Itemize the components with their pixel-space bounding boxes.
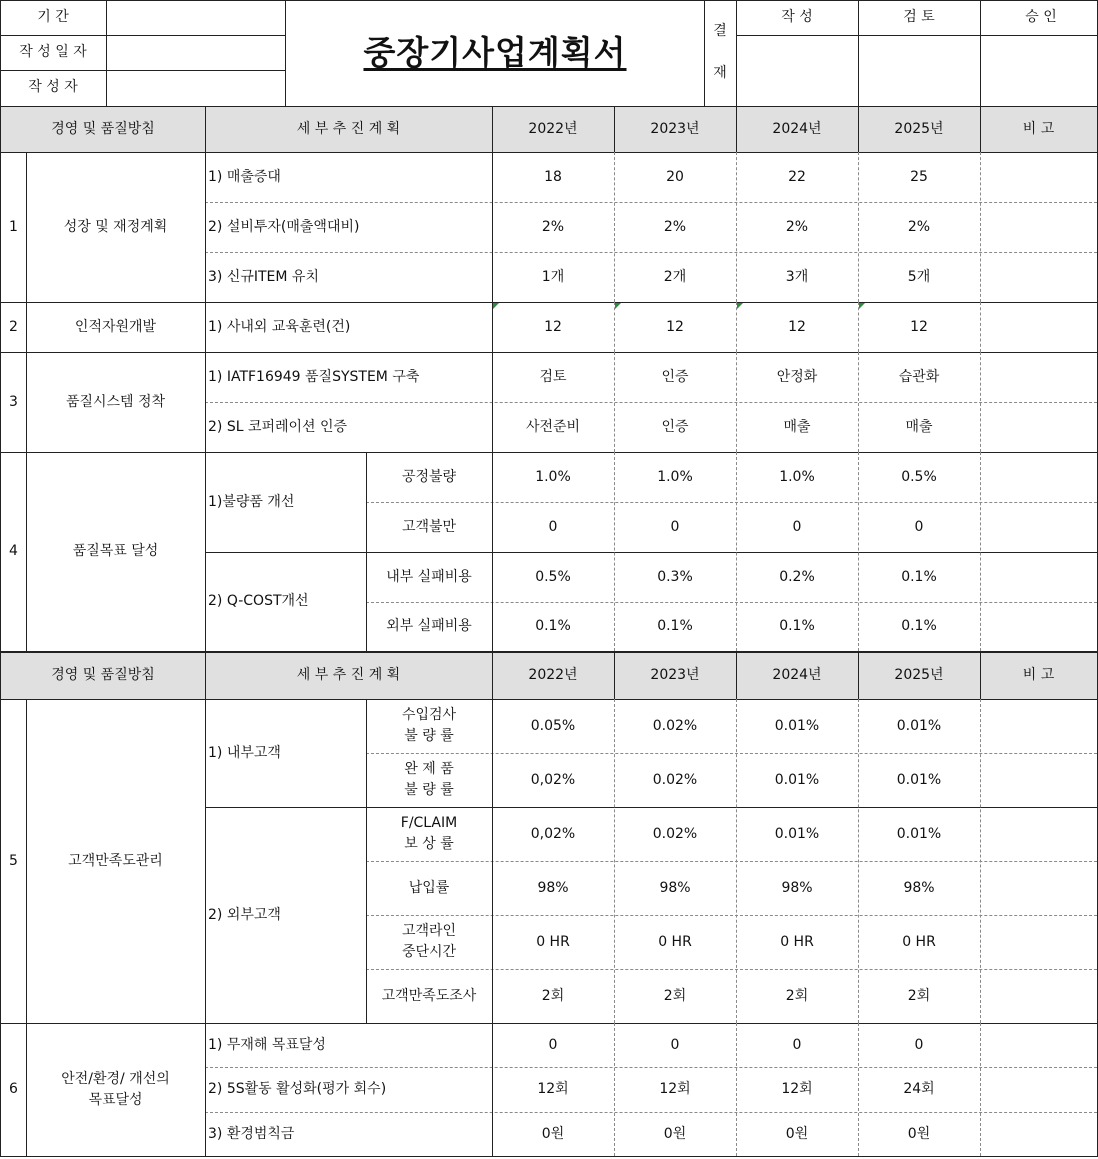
value-cell: 12 — [788, 318, 806, 335]
column-border — [0, 106, 1, 152]
value-cell: 0,02% — [530, 825, 576, 842]
value-cell: 0.02% — [652, 825, 698, 842]
column-border — [614, 652, 615, 699]
written-date-value — [107, 35, 284, 69]
row-border — [0, 0, 1098, 1]
row-divider — [366, 969, 1097, 970]
value-cell: 1.0% — [657, 468, 693, 485]
value-cell: 2% — [541, 218, 565, 235]
col-header-year-2: 2025년 — [894, 667, 944, 683]
row-border — [205, 807, 1097, 808]
value-cell: 12 — [910, 318, 928, 335]
section-number: 6 — [9, 1081, 18, 1097]
column-divider — [858, 352, 859, 452]
value-cell: 2% — [907, 218, 931, 235]
value-cell: 0,02% — [530, 771, 576, 788]
sub-item: 외부 실패비용 — [386, 618, 472, 634]
row-divider — [205, 202, 1097, 203]
plan-item: 1) 사내외 교육훈련(건) — [208, 318, 351, 335]
value-cell: 0 — [548, 1036, 558, 1053]
column-divider — [858, 302, 859, 352]
remarks-cell — [980, 602, 1097, 651]
column-border — [492, 1023, 493, 1156]
column-border — [0, 699, 1, 1023]
column-divider — [614, 302, 615, 352]
value-cell: 매출 — [783, 418, 811, 435]
column-border — [0, 302, 1, 352]
column-border — [704, 0, 705, 106]
column-border — [492, 452, 493, 651]
column-divider — [614, 152, 615, 302]
remarks-cell — [980, 1112, 1097, 1156]
row-border — [0, 70, 286, 71]
value-cell: 0 HR — [658, 933, 692, 950]
column-border — [26, 152, 27, 302]
remarks-cell — [980, 502, 1097, 552]
author-value — [107, 70, 284, 104]
column-border — [26, 699, 27, 1023]
column-border — [205, 652, 206, 699]
plan-item: 3) 신규ITEM 유치 — [208, 268, 319, 285]
remarks-cell — [980, 753, 1097, 807]
column-divider — [858, 452, 859, 651]
value-cell: 0.1% — [779, 618, 815, 634]
row-divider — [366, 502, 1097, 503]
value-cell: 2회 — [663, 987, 687, 1004]
value-cell: 12회 — [659, 1081, 691, 1097]
comment-marker-icon — [737, 303, 743, 309]
period-label: 기 간 — [37, 9, 69, 25]
col-header-plan: 세 부 추 진 계 획 — [296, 120, 401, 137]
remarks-cell — [980, 352, 1097, 402]
value-cell: 0.1% — [901, 618, 937, 634]
remarks-cell — [980, 699, 1097, 753]
value-cell: 3개 — [785, 268, 809, 285]
remarks-cell — [980, 807, 1097, 861]
column-border — [285, 0, 286, 106]
remarks-cell — [980, 969, 1097, 1023]
approval-review-signature — [859, 36, 979, 104]
column-divider — [736, 152, 737, 302]
column-border — [492, 699, 493, 1023]
column-border — [0, 1023, 1, 1156]
section-number: 4 — [9, 543, 18, 559]
value-cell: 0.3% — [657, 568, 693, 585]
value-cell: 98% — [537, 879, 569, 896]
col-header-remarks-2: 비 고 — [1022, 667, 1055, 683]
column-border — [858, 106, 859, 152]
column-border — [614, 106, 615, 152]
remarks-cell — [980, 552, 1097, 602]
value-cell: 0.5% — [535, 568, 571, 585]
remarks-cell — [980, 915, 1097, 969]
section-number: 3 — [9, 393, 18, 410]
column-divider — [736, 302, 737, 352]
column-border — [858, 652, 859, 699]
period-value — [107, 1, 284, 34]
value-cell: 98% — [659, 879, 691, 896]
value-cell: 0 HR — [536, 933, 570, 950]
column-border — [205, 452, 206, 651]
section-number: 1 — [9, 218, 18, 235]
value-cell: 0원 — [663, 1125, 687, 1142]
comment-marker-icon — [493, 303, 499, 309]
remarks-cell — [980, 252, 1097, 302]
column-divider — [858, 699, 859, 1023]
value-cell: 안정화 — [776, 368, 818, 385]
column-border — [492, 302, 493, 352]
approval-approve-label: 승 인 — [1025, 9, 1057, 25]
sub-item: 공정불량 — [401, 468, 457, 485]
value-cell: 사전준비 — [525, 418, 581, 435]
column-border — [0, 152, 1, 302]
value-cell: 0원 — [907, 1125, 931, 1142]
column-border — [205, 1023, 206, 1156]
column-border — [205, 699, 206, 1023]
column-divider — [980, 1023, 981, 1156]
column-border — [492, 106, 493, 152]
remarks-cell — [980, 302, 1097, 352]
row-border — [205, 552, 1097, 553]
value-cell: 12 — [544, 318, 562, 335]
plan-item: 2) 설비투자(매출액대비) — [208, 218, 360, 235]
section-number: 5 — [9, 852, 18, 869]
value-cell: 12회 — [537, 1081, 569, 1097]
written-date-label: 작 성 일 자 — [19, 43, 87, 60]
author-label: 작 성 자 — [28, 78, 78, 95]
remarks-cell — [980, 452, 1097, 502]
column-divider — [736, 699, 737, 1023]
column-divider — [736, 452, 737, 651]
sub-item: 완 제 품 불 량 률 — [404, 761, 454, 798]
value-cell: 검토 — [539, 368, 567, 385]
value-cell: 0 — [670, 518, 680, 535]
remarks-cell — [980, 402, 1097, 452]
value-cell: 0.02% — [652, 771, 698, 788]
value-cell: 0 HR — [902, 933, 936, 950]
value-cell: 12회 — [781, 1081, 813, 1097]
comment-marker-icon — [859, 303, 865, 309]
value-cell: 0 HR — [780, 933, 814, 950]
col-header-remarks: 비 고 — [1022, 120, 1055, 137]
value-cell: 2개 — [663, 268, 687, 285]
value-cell: 0.1% — [535, 618, 571, 634]
column-divider — [980, 452, 981, 651]
value-cell: 0 — [670, 1036, 680, 1053]
col-header-policy: 경영 및 품질방침 — [51, 120, 155, 137]
value-cell: 1.0% — [779, 468, 815, 485]
row-divider — [205, 1112, 1097, 1113]
value-cell: 2회 — [907, 987, 931, 1004]
section-policy: 품질목표 달성 — [72, 543, 159, 559]
value-cell: 20 — [666, 168, 684, 185]
section-policy: 인적자원개발 — [74, 318, 157, 335]
row-divider — [366, 915, 1097, 916]
column-border — [205, 302, 206, 352]
value-cell: 0 — [914, 518, 924, 535]
remarks-cell — [980, 152, 1097, 202]
value-cell: 5개 — [907, 268, 931, 285]
section-policy: 품질시스템 정착 — [65, 393, 166, 410]
column-divider — [614, 1023, 615, 1156]
value-cell: 0 — [914, 1036, 924, 1053]
value-cell: 매출 — [905, 418, 933, 435]
value-cell: 0.01% — [896, 771, 942, 788]
value-cell: 0.5% — [901, 468, 937, 485]
remarks-cell — [980, 861, 1097, 915]
column-border — [205, 152, 206, 302]
value-cell: 인증 — [661, 418, 689, 435]
value-cell: 12 — [666, 318, 684, 335]
column-border — [366, 699, 367, 1023]
plan-item: 2) 5S활동 활성화(평가 회수) — [208, 1081, 387, 1097]
column-border — [736, 652, 737, 699]
column-border — [26, 302, 27, 352]
approval-written-label: 작 성 — [781, 9, 813, 25]
section-policy: 성장 및 재정계획 — [63, 218, 168, 235]
column-divider — [614, 452, 615, 651]
plan-item: 2) Q-COST개선 — [208, 593, 309, 609]
approval-written-signature — [737, 36, 857, 104]
value-cell: 24회 — [903, 1081, 935, 1097]
value-cell: 98% — [781, 879, 813, 896]
column-border — [736, 106, 737, 152]
col-header-year-2: 2023년 — [650, 667, 700, 683]
row-divider — [366, 861, 1097, 862]
sub-item: 고객불만 — [401, 518, 457, 535]
row-divider — [205, 1067, 1097, 1068]
row-border — [0, 1156, 1098, 1157]
column-divider — [980, 302, 981, 352]
value-cell: 0.1% — [657, 618, 693, 634]
column-divider — [614, 352, 615, 452]
column-border — [858, 0, 859, 106]
value-cell: 2% — [663, 218, 687, 235]
column-border — [980, 652, 981, 699]
plan-item: 2) 외부고객 — [208, 906, 281, 923]
sub-item: F/CLAIM 보 상 률 — [400, 815, 458, 852]
sub-item: 고객라인 중단시간 — [401, 923, 457, 960]
column-divider — [614, 699, 615, 1023]
value-cell: 0원 — [541, 1125, 565, 1142]
column-border — [366, 452, 367, 651]
column-border — [106, 0, 107, 106]
value-cell: 1개 — [541, 268, 565, 285]
value-cell: 1.0% — [535, 468, 571, 485]
row-divider — [205, 252, 1097, 253]
column-border — [26, 452, 27, 651]
value-cell: 0원 — [785, 1125, 809, 1142]
col-header-year: 2025년 — [894, 120, 944, 137]
plan-item: 1) 매출증대 — [208, 168, 281, 185]
value-cell: 0.01% — [774, 717, 820, 734]
column-divider — [858, 1023, 859, 1156]
value-cell: 0.1% — [901, 568, 937, 585]
approval-review-label: 검 토 — [903, 9, 935, 25]
column-border — [980, 0, 981, 106]
value-cell: 인증 — [661, 368, 689, 385]
row-divider — [205, 402, 1097, 403]
col-header-year: 2023년 — [650, 120, 700, 137]
plan-item: 1) 무재해 목표달성 — [208, 1036, 326, 1053]
section-policy: 고객만족도관리 — [68, 852, 163, 869]
column-border — [205, 106, 206, 152]
column-border — [26, 1023, 27, 1156]
value-cell: 2회 — [541, 987, 565, 1004]
value-cell: 0.05% — [530, 717, 576, 734]
plan-item: 1)불량품 개선 — [208, 493, 295, 510]
column-divider — [736, 352, 737, 452]
value-cell: 습관화 — [898, 368, 940, 385]
column-divider — [980, 699, 981, 1023]
sub-item: 수입검사 불 량 률 — [401, 707, 457, 744]
column-border — [492, 152, 493, 302]
row-border — [0, 35, 286, 36]
col-header-year: 2024년 — [772, 120, 822, 137]
column-divider — [736, 1023, 737, 1156]
col-header-year: 2022년 — [528, 120, 578, 137]
value-cell: 0.2% — [779, 568, 815, 585]
sub-item: 고객만족도조사 — [381, 987, 477, 1004]
column-border — [492, 652, 493, 699]
remarks-cell — [980, 1023, 1097, 1067]
column-border — [492, 352, 493, 452]
value-cell: 0 — [548, 518, 558, 535]
value-cell: 18 — [544, 168, 562, 185]
column-border — [205, 352, 206, 452]
section-number: 2 — [9, 318, 18, 335]
value-cell: 2회 — [785, 987, 809, 1004]
col-header-policy-2: 경영 및 품질방침 — [51, 667, 155, 683]
column-divider — [980, 152, 981, 302]
approval-label: 결 재 — [713, 23, 727, 81]
sub-item: 납입률 — [408, 879, 450, 896]
value-cell: 0.01% — [774, 825, 820, 842]
plan-item: 1) IATF16949 품질SYSTEM 구축 — [208, 368, 420, 385]
column-divider — [980, 352, 981, 452]
row-divider — [366, 602, 1097, 603]
value-cell: 22 — [788, 168, 806, 185]
column-border — [736, 0, 737, 106]
column-border — [0, 652, 1, 699]
col-header-year-2: 2022년 — [528, 667, 578, 683]
value-cell: 98% — [903, 879, 935, 896]
column-border — [980, 106, 981, 152]
section-policy: 안전/환경/ 개선의 목표달성 — [61, 1070, 170, 1108]
column-border — [0, 352, 1, 452]
value-cell: 2% — [785, 218, 809, 235]
column-border — [0, 452, 1, 651]
sub-item: 내부 실패비용 — [386, 568, 472, 585]
col-header-year-2: 2024년 — [772, 667, 822, 683]
row-border — [736, 35, 1097, 36]
column-divider — [858, 152, 859, 302]
column-border — [26, 352, 27, 452]
row-border — [0, 651, 1098, 652]
approval-approve-signature — [981, 36, 1098, 104]
plan-item: 1) 내부고객 — [208, 744, 281, 761]
value-cell: 0.02% — [652, 717, 698, 734]
column-border — [0, 0, 1, 106]
value-cell: 0 — [792, 518, 802, 535]
plan-item: 2) SL 코퍼레이션 인증 — [208, 418, 348, 435]
value-cell: 0 — [792, 1036, 802, 1053]
row-divider — [366, 753, 1097, 754]
document-title: 중장기사업계획서 — [363, 33, 627, 72]
remarks-cell — [980, 202, 1097, 252]
plan-item: 3) 환경범칙금 — [208, 1125, 295, 1142]
value-cell: 0.01% — [896, 825, 942, 842]
value-cell: 0.01% — [896, 717, 942, 734]
value-cell: 0.01% — [774, 771, 820, 788]
comment-marker-icon — [615, 303, 621, 309]
value-cell: 25 — [910, 168, 928, 185]
remarks-cell — [980, 1067, 1097, 1112]
col-header-plan-2: 세 부 추 진 계 획 — [296, 667, 401, 683]
